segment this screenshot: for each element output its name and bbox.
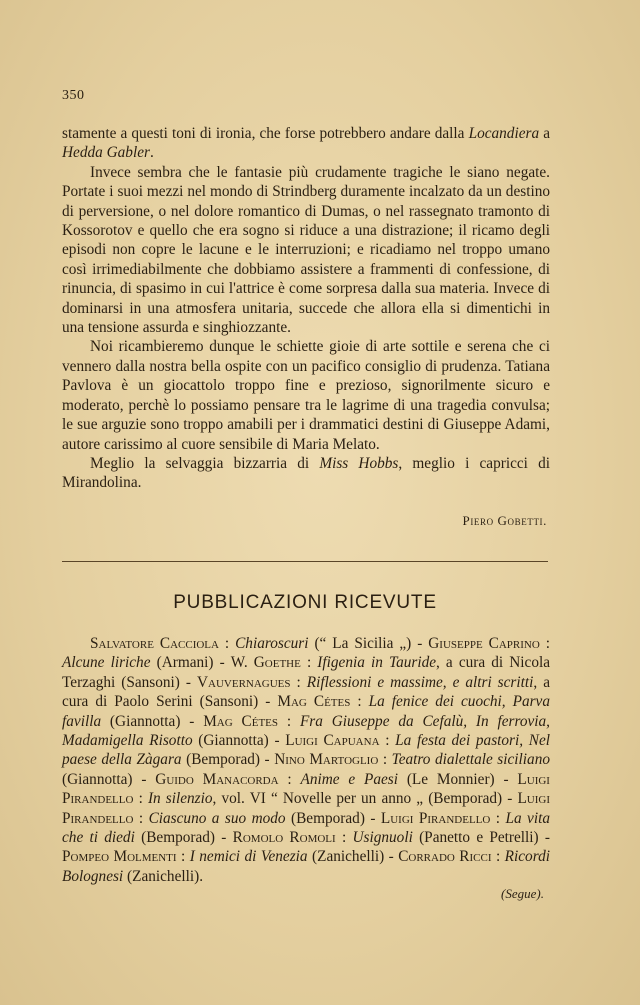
publication-author: Luigi Pirandello: [380, 809, 491, 827]
publication-title: La vita che ti diedi: [62, 809, 550, 847]
publication-details: (Giannotta) -: [101, 712, 204, 730]
publication-details: (Zanichelli).: [123, 867, 204, 885]
text-run: , meglio i capricci di Mirandolina.: [62, 454, 551, 492]
publication-title: La festa dei pastori, Nel paese della Zàgara: [62, 732, 550, 769]
publication-details: (Bemporad) -: [285, 809, 381, 827]
paragraph-4: [62, 454, 550, 493]
publication-details: (Le Monnier) -: [398, 770, 518, 788]
paragraph-2: Invece sembra che le fantasie più crudamente tragiche le siano negate. Portate i suoi mezzi nel mondo di Strindberg duramente incalzato da un destino di perversione, o nel dolore romantico di Dumas, o nel rassegnato tramonto di Kossorotov e quello che era sogno si riduce a una distrazione; il ricamo degli episodi non copre le lacune e le interruzioni; e ricadiamo nel troppo umano così irrimediabilmente che dobbiamo assistere a frammenti di confessione, di rinuncia, di spasimo in cui l'attrice è come sorpresa dalla sua materia. Invece di dominarsi in una atmosfera unitaria, succede che allora ella si dimentichi in una tensione assurda e singhiozzante.: [62, 163, 550, 337]
author-signature: Piero Gobetti.: [462, 513, 547, 528]
publication-entry: W. Goethe : Ifigenia in Tauride, a cura di Nicola Terzaghi (Sansoni) -: [62, 654, 551, 691]
publication-title: La fenice dei cuochi, Parva favilla: [62, 693, 550, 730]
publication-author: Luigi Capuana: [285, 732, 380, 750]
publication-title: Alcune liriche: [62, 654, 151, 672]
publication-entry: Salvatore Cacciola : Chiaroscuri (“ La Sicilia „) -: [90, 635, 429, 652]
publication-title: Ifigenia in Tauride: [317, 654, 437, 672]
article-body: [62, 124, 550, 493]
publication-entry: Romolo Romoli : Usignuoli (Panetto e Petrelli) -: [232, 829, 551, 847]
publication-author: Luigi Pirandello: [62, 770, 550, 808]
publication-details: (Bemporad) -: [181, 751, 275, 769]
publication-entry: Luigi Pirandello : Ciascuno a suo modo (Bemporad) -: [62, 790, 550, 827]
publication-entry: Nino Martoglio : Teatro dialettale siciliano (Giannotta) -: [62, 751, 550, 788]
section-divider: [62, 561, 548, 562]
publication-details: , vol. VI “ Novelle per un anno „ (Bemporad) -: [212, 790, 518, 808]
publication-author: Salvatore Cacciola: [90, 635, 219, 652]
publication-title: Chiaroscuri: [235, 635, 309, 652]
publication-details: (Armani) -: [150, 654, 231, 672]
publication-author: Pompeo Molmenti: [62, 848, 177, 866]
publication-entry: Pompeo Molmenti : I nemici di Venezia (Zanichelli) -: [62, 848, 399, 866]
publication-details: (Panetto e Petrelli) -: [412, 829, 551, 847]
publication-entry: Mag Cétes : Fra Giuseppe da Cefalù, In ferrovia, Madamigella Risotto (Giannotta) -: [62, 712, 551, 750]
continued-note: (Segue).: [501, 886, 544, 901]
publication-entry: Guido Manacorda : Anime e Paesi (Le Monnier) -: [155, 770, 518, 788]
publication-title: Anime e Paesi: [300, 770, 398, 788]
text-run: Meglio la selvaggia bizzarria di: [90, 454, 320, 472]
publication-title: Teatro dialettale siciliano: [391, 751, 550, 769]
publication-author: Mag Cétes: [277, 693, 351, 711]
publication-title: Usignuoli: [352, 829, 413, 847]
publication-author: Mag Cétes: [203, 712, 279, 730]
publication-details: , a cura di Paolo Serini (Sansoni) -: [62, 673, 550, 711]
publication-details: (Giannotta) -: [192, 732, 286, 750]
publication-details: , a cura di Nicola Terzaghi (Sansoni) -: [62, 654, 551, 691]
publication-title: Ciascuno a suo modo: [148, 809, 286, 827]
publication-author: Nino Martoglio: [274, 751, 379, 769]
text-run: stamente a questi toni di ironia, che forse potrebbero andare dalla: [62, 125, 469, 142]
publication-author: Giuseppe Caprino: [428, 635, 540, 652]
publication-entry: Vauvernagues : Riflessioni e massime, e altri scritti, a cura di Paolo Serini (Sansoni) -: [62, 673, 550, 711]
publication-entry: Luigi Pirandello : In silenzio, vol. VI “ Novelle per un anno „ (Bemporad) -: [62, 770, 550, 808]
publication-details: (Bemporad) -: [134, 829, 233, 847]
publication-author: Guido Manacorda: [155, 770, 279, 788]
publication-author: Romolo Romoli: [232, 829, 336, 847]
italic-title: Hedda Gabler: [62, 144, 150, 162]
publication-author: W. Goethe: [230, 654, 301, 672]
publications-list: [62, 634, 550, 886]
publication-title: Fra Giuseppe da Cefalù, In ferrovia, Madamigella Risotto: [62, 712, 551, 750]
publication-title: I nemici di Venezia: [189, 848, 308, 866]
publication-title: Ricordi Bolognesi: [62, 848, 550, 885]
publication-author: Luigi Pirandello: [62, 790, 550, 827]
text-run: a: [539, 125, 550, 142]
publication-entry: Corrado Ricci : Ricordi Bolognesi (Zanichelli).: [62, 848, 550, 885]
text-run: .: [149, 144, 154, 162]
publication-author: Vauvernagues: [196, 673, 291, 691]
publication-author: Corrado Ricci: [398, 848, 492, 866]
paragraph-1: [62, 124, 550, 163]
publication-entry: Luigi Capuana : La festa dei pastori, Nel paese della Zàgara (Bemporad) -: [62, 732, 550, 769]
publication-details: (“ La Sicilia „) -: [308, 635, 429, 652]
publication-entry: Luigi Pirandello : La vita che ti diedi (Bemporad) -: [62, 809, 550, 847]
publication-entry: Mag Cétes : La fenice dei cuochi, Parva favilla (Giannotta) -: [62, 693, 550, 730]
italic-title: Locandiera: [468, 125, 540, 142]
italic-title: Miss Hobbs: [319, 454, 399, 472]
publication-details: (Giannotta) -: [62, 770, 156, 788]
section-title: PUBBLICAZIONI RICEVUTE: [173, 592, 437, 613]
publication-title: Riflessioni e massime, e altri scritti: [306, 673, 534, 691]
publication-title: In silenzio: [147, 790, 213, 808]
publication-entry: Giuseppe Caprino : Alcune liriche (Armani) -: [62, 635, 550, 672]
page-number: 350: [62, 88, 85, 103]
publication-details: (Zanichelli) -: [307, 848, 399, 866]
paragraph-3: Noi ricambieremo dunque le schiette gioie di arte sottile e serena che ci vennero dalla nostra bella ospite con un pacifico consiglio di prudenza. Tatiana Pavlova è un giocattolo troppo fine e prezioso, signorilmente sicuro e moderato, perchè lo possiamo pensare tra le lagrime di una tragedia convulsa; le sue arguzie sono troppo amabili per i drammatici destini di Giuseppe Adami, autore carissimo al cuore sensibile di Maria Melato.: [62, 338, 550, 453]
